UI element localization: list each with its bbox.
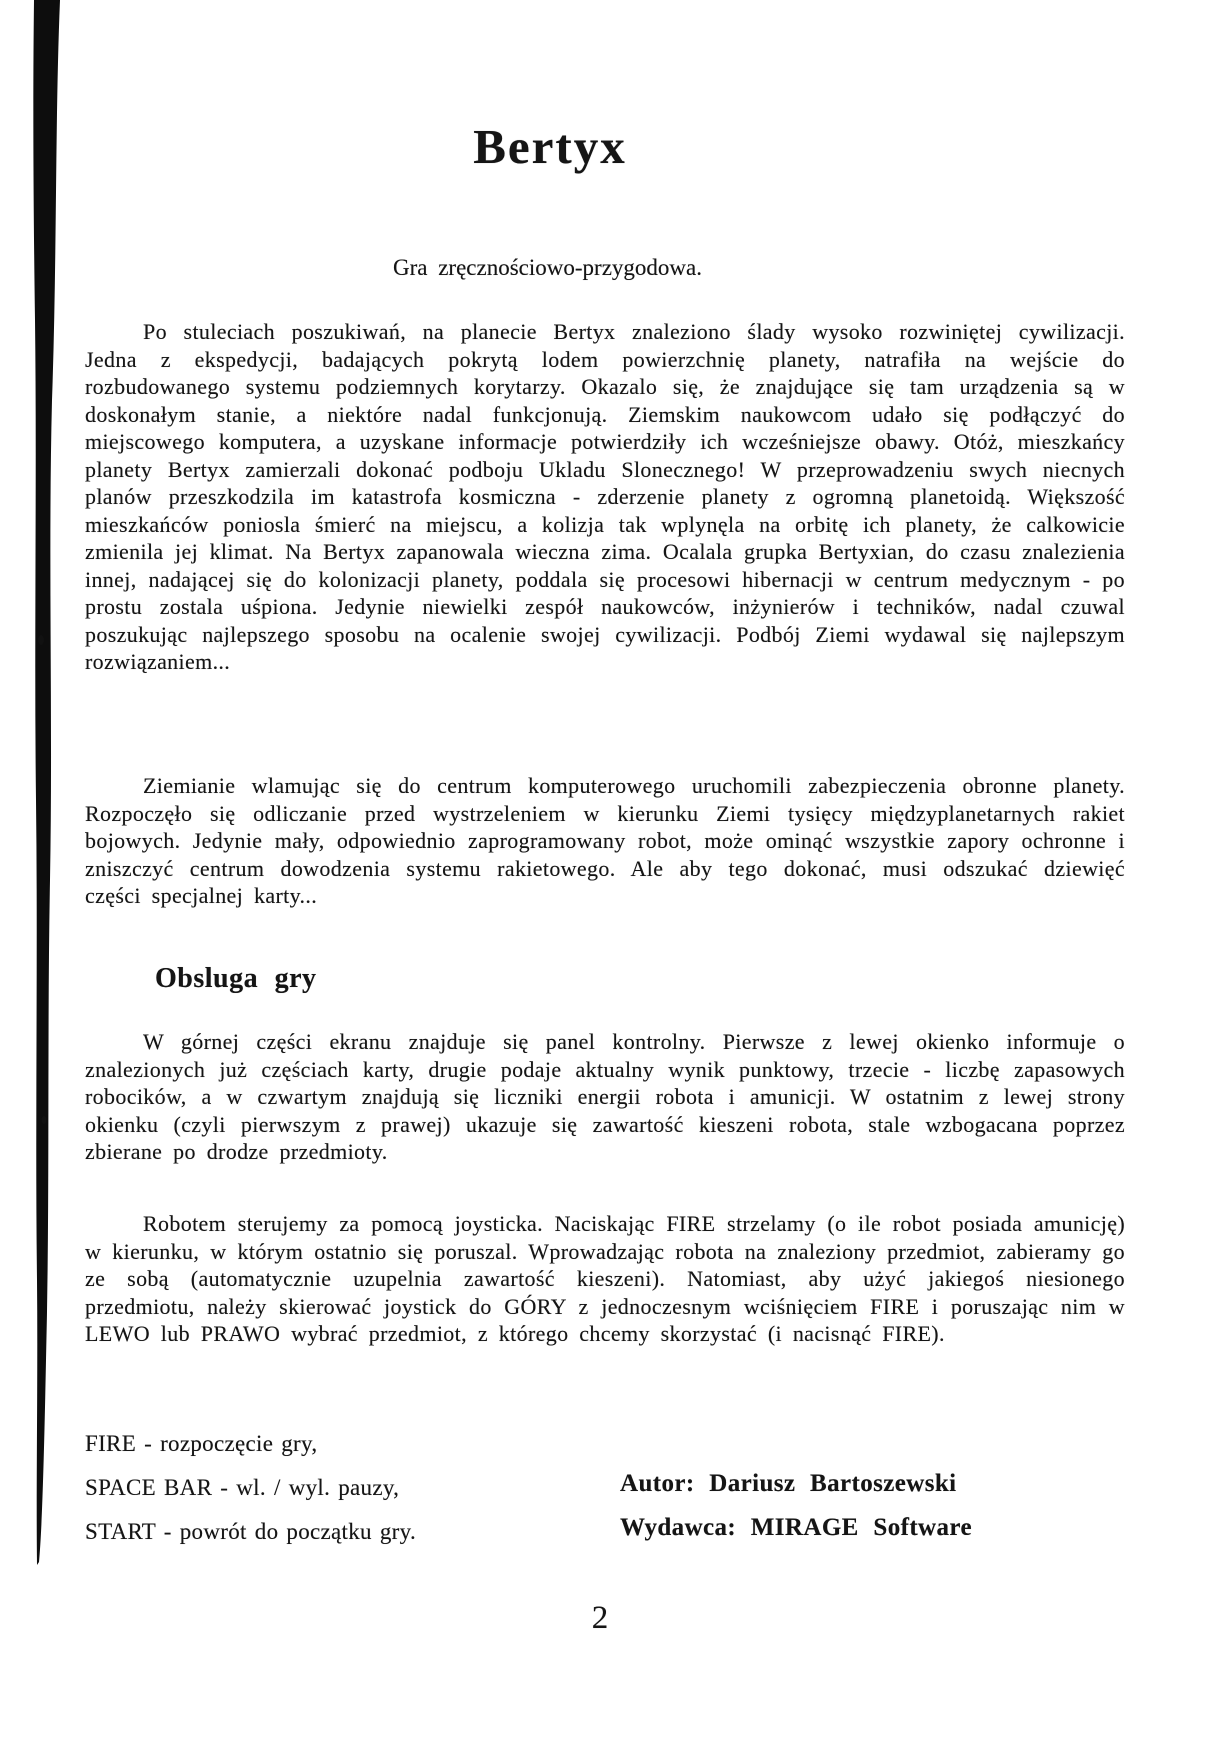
story-paragraph-1: Po stuleciach poszukiwań, na planecie Bertyx znaleziono ślady wysoko rozwiniętej cywilizacji. Jedna z ekspedycji, badających pokrytą lodem powierzchnię planety, natrafiła na wejście do rozbudowanego systemu podziemnych korytarzy. Okazalo się, że znajdujące się tam urządzenia są w doskonałym stanie, a niektóre nadal funkcjonują. Ziemskim naukowcom udało się podłączyć do miejscowego komputera, a uzyskane informacje potwierdziły ich wcześniejsze obawy. Otóż, mieszkańcy planety Bertyx zamierzali dokonać podboju Ukladu Slonecznego! W przeprowadzeniu swych niecnych planów przeszkodzila im katastrofa kosmiczna - zderzenie planety z ogromną planetoidą. Większość mieszkańców poniosla śmierć na miejscu, a kolizja tak wplynęla na orbitę ich planety, że calkowicie zmienila jej klimat. Na Bertyx zapanowala wieczna zima. Ocalala grupka Bertyxian, do czasu znalezienia innej, nadającej się do kolonizacji planety, poddala się procesowi hibernacji w centrum medycznym - po prostu zostala uśpiona. Jedynie niewielki zespół naukowców, inżynierów i techników, nadal czuwal poszukując najlepszego sposobu na ocalenie swojej cywilizacji. Podbój Ziemi wydawal się najlepszym rozwiązaniem... — [85, 319, 1125, 674]
control-item-space-bar: SPACE BAR - wl. / wyl. pauzy, — [85, 1475, 400, 1500]
gameplay-paragraph-2: Robotem sterujemy za pomocą joysticka. Naciskając FIRE strzelamy (o ile robot posiada amunicję) w kierunku, w którym ostatnio się poruszal. Wprowadzając robota na znaleziony przedmiot, zabieramy go ze sobą (automatycznie uzupelnia zawartość kieszeni). Natomiast, aby użyć jakiegoś niesionego przedmiotu, należy skierować joystick do GÓRY z jednoczesnym wciśnięciem FIRE i poruszając nim w LEWO lub PRAWO wybrać przedmiot, z którego chcemy skorzystać (i nacisnąć FIRE). — [85, 1211, 1125, 1346]
credits — [620, 1462, 972, 1550]
control-item-fire: FIRE - rozpoczęcie gry, — [85, 1431, 318, 1456]
credit-publisher: Wydawca: MIRAGE Software — [620, 1514, 972, 1541]
credit-author: Autor: Dariusz Bartoszewski — [620, 1470, 957, 1497]
gameplay-paragraph-1: W górnej części ekranu znajduje się panel kontrolny. Pierwsze z lewej okienko informuje o znalezionych już częściach karty, drugie podaje aktualny wynik punktowy, trzecie - liczbę zapasowych robocików, a w czwartym znajdują się liczniki energii robota i amunicji. W ostatnim z lewej strony okienku (czyli pierwszym z prawej) ukazuje się zawartość kieszeni robota, stale wzbogacana poprzez zbierane po drodze przedmioty. — [85, 1029, 1125, 1164]
page-number: 2 — [591, 1600, 609, 1636]
section-heading-gameplay: Obsluga gry — [155, 963, 317, 994]
story-paragraph-2: Ziemianie wlamując się do centrum komputerowego uruchomili zabezpieczenia obronne planety. Rozpoczęło się odliczanie przed wystrzeleniem w kierunku Ziemi tysięcy międzyplanetarnych rakiet bojowych. Jedynie mały, odpowiednio zaprogramowany robot, może ominąć wszystkie zapory ochronne i zniszczyć centrum dowodzenia systemu rakietowego. Ale aby tego dokonać, musi odszukać dziewięć części specjalnej karty... — [85, 773, 1125, 908]
control-item-start: START - powrót do początku gry. — [85, 1519, 417, 1544]
controls-list — [85, 1422, 416, 1554]
page-subtitle: Gra zręcznościowo-przygodowa. — [393, 255, 702, 280]
page-title: Bertyx — [473, 119, 627, 174]
